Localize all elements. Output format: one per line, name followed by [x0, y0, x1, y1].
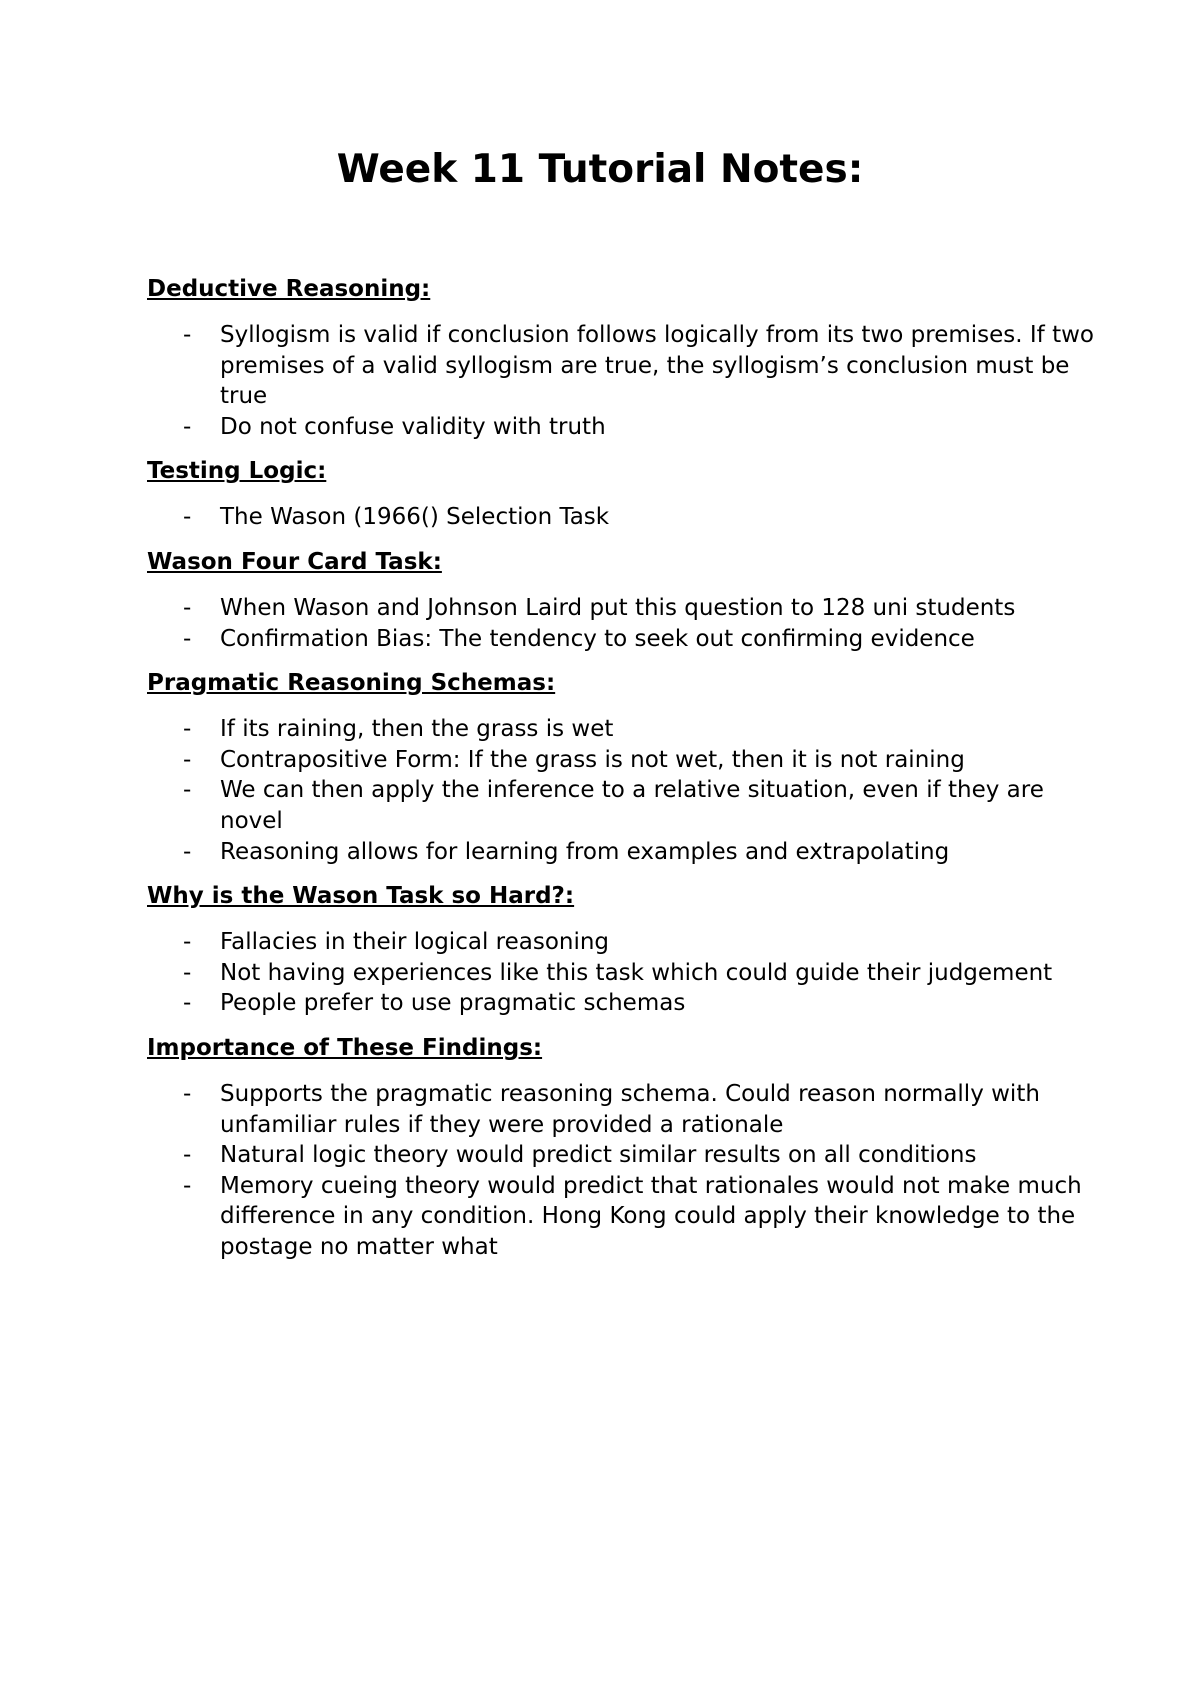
list-item — [147, 958, 1097, 989]
list-item-text: The Wason (1966() Selection Task — [220, 504, 610, 531]
list-item-text: Syllogism is valid if conclusion follows logically from its two premises. If two premises of a valid syllogism are true, the syllogism’s conclusion must be true — [220, 322, 1094, 410]
section-heading: Testing Logic: — [147, 458, 327, 485]
list-item — [147, 624, 1097, 655]
list-item-text: Contrapositive Form: If the grass is not wet, then it is not raining — [220, 746, 965, 773]
list-item — [147, 927, 1097, 958]
section-testing-logic — [147, 456, 1097, 533]
list-item — [147, 1140, 1097, 1171]
list-item — [147, 1079, 1097, 1140]
list-item — [147, 714, 1097, 745]
dash-bullet-icon: - — [183, 716, 192, 743]
dash-bullet-icon: - — [183, 1080, 192, 1107]
list-item-text: Memory cueing theory would predict that rationales would not make much difference in any condition. Hong Kong could apply their knowledge to the postage no matter what — [220, 1172, 1082, 1260]
list-item-text: People prefer to use pragmatic schemas — [220, 990, 686, 1017]
list-item — [147, 775, 1097, 836]
dash-bullet-icon: - — [183, 322, 192, 348]
list-item — [147, 837, 1097, 868]
section-heading: Wason Four Card Task: — [147, 548, 442, 575]
section-deductive-reasoning — [147, 274, 1097, 442]
dash-bullet-icon: - — [183, 838, 192, 865]
list-item — [147, 320, 1097, 412]
section-importance-of-findings — [147, 1033, 1097, 1263]
dash-bullet-icon: - — [183, 746, 192, 773]
section-wason-four-card-task — [147, 547, 1097, 654]
dash-bullet-icon: - — [183, 929, 192, 956]
bullet-list — [147, 593, 1097, 654]
list-item — [147, 988, 1097, 1019]
dash-bullet-icon: - — [183, 1142, 192, 1169]
list-item-text: Natural logic theory would predict similar results on all conditions — [220, 1142, 977, 1169]
bullet-list — [147, 714, 1097, 867]
list-item-text: Reasoning allows for learning from examples and extrapolating — [220, 838, 950, 865]
list-item-text: Do not confuse validity with truth — [220, 413, 606, 440]
section-why-wason-task-hard — [147, 881, 1097, 1019]
list-item-text: Supports the pragmatic reasoning schema. Could reason normally with unfamiliar rules if they were provided a rationale — [220, 1080, 1040, 1138]
list-item-text: Confirmation Bias: The tendency to seek out confirming evidence — [220, 625, 975, 652]
dash-bullet-icon: - — [183, 990, 192, 1017]
list-item-text: We can then apply the inference to a relative situation, even if they are novel — [220, 777, 1044, 834]
page-title: Week 11 Tutorial Notes: — [336, 147, 864, 192]
list-item-text: If its raining, then the grass is wet — [220, 716, 614, 743]
dash-bullet-icon: - — [183, 625, 192, 652]
dash-bullet-icon: - — [183, 959, 192, 986]
section-heading: Why is the Wason Task so Hard?: — [147, 883, 575, 910]
dash-bullet-icon: - — [183, 777, 192, 804]
dash-bullet-icon: - — [183, 1172, 192, 1199]
list-item — [147, 502, 1097, 533]
section-heading: Pragmatic Reasoning Schemas: — [147, 670, 556, 697]
list-item-text: Not having experiences like this task which could guide their judgement — [220, 959, 1053, 986]
section-pragmatic-reasoning-schemas — [147, 668, 1097, 867]
section-heading: Importance of These Findings: — [147, 1034, 543, 1061]
notes-body — [147, 274, 1097, 1276]
section-heading: Deductive Reasoning: — [147, 276, 431, 302]
bullet-list — [147, 502, 1097, 533]
dash-bullet-icon: - — [183, 413, 192, 440]
list-item — [147, 745, 1097, 776]
list-item — [147, 412, 1097, 443]
list-item-text: Fallacies in their logical reasoning — [220, 929, 610, 956]
dash-bullet-icon: - — [183, 594, 192, 621]
list-item — [147, 593, 1097, 624]
list-item — [147, 1171, 1097, 1263]
bullet-list — [147, 320, 1097, 442]
dash-bullet-icon: - — [183, 504, 192, 531]
bullet-list — [147, 1079, 1097, 1263]
list-item-text: When Wason and Johnson Laird put this question to 128 uni students — [220, 594, 1016, 621]
bullet-list — [147, 927, 1097, 1019]
